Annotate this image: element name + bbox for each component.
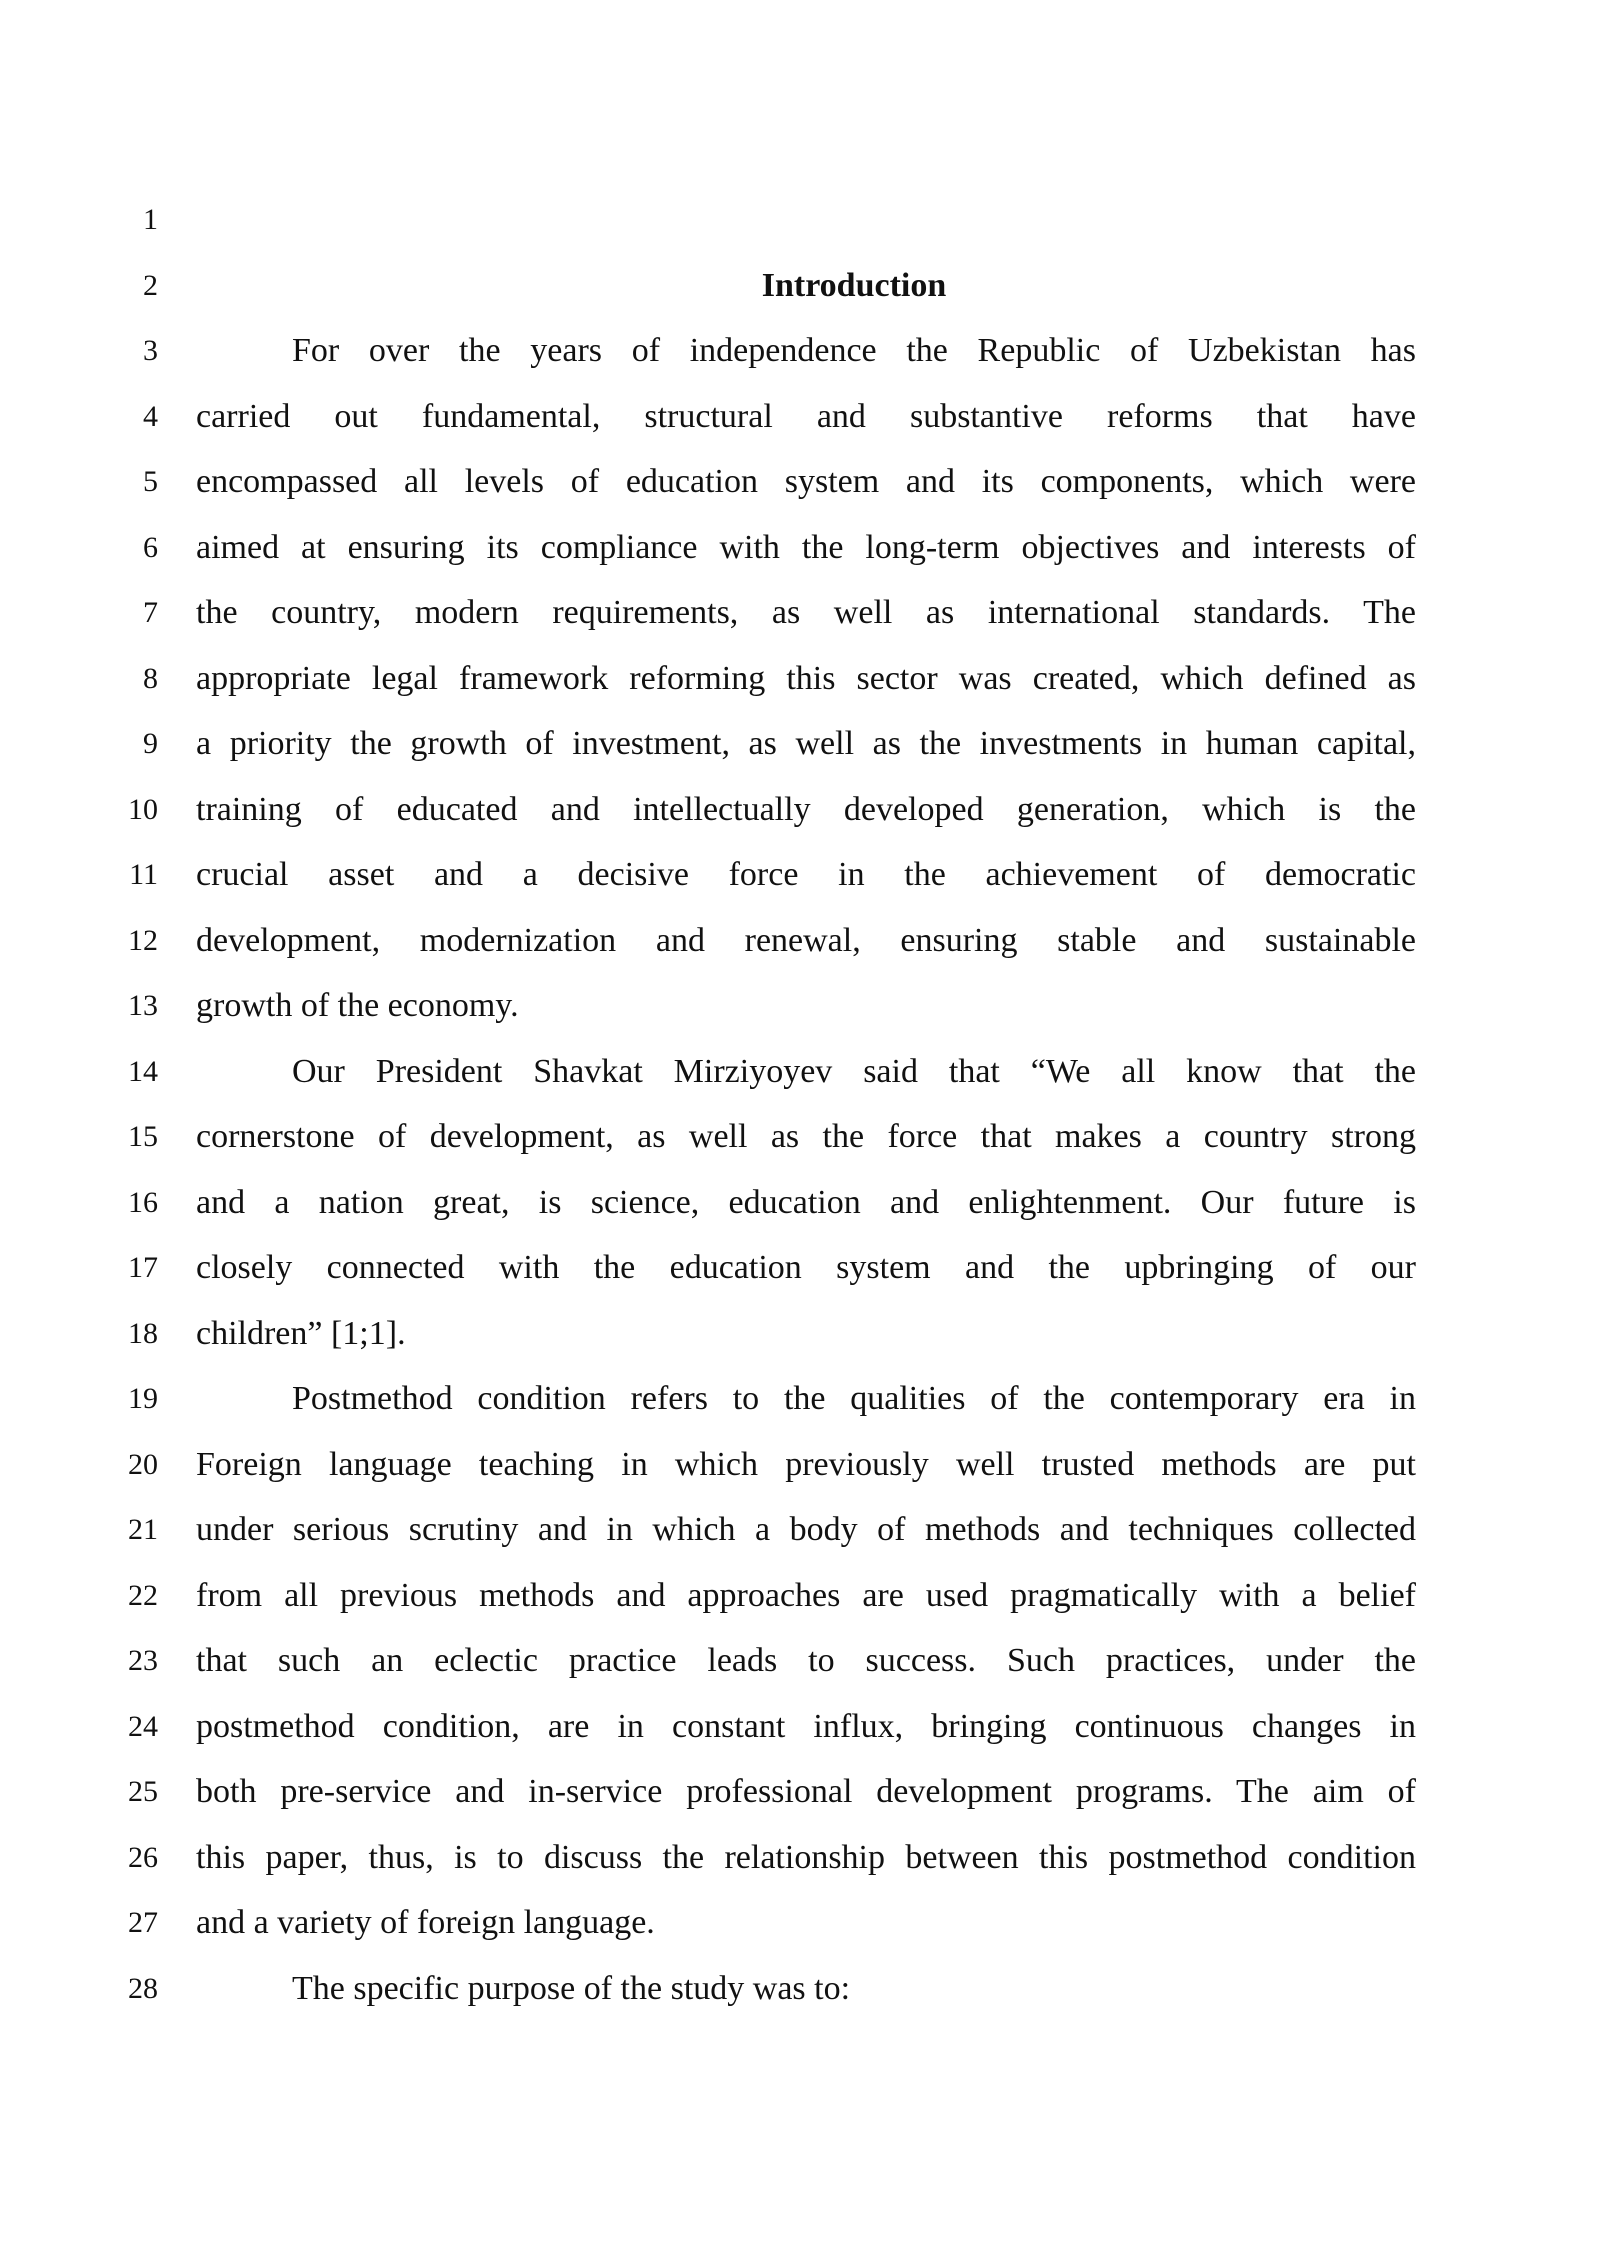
line-number: 7 — [143, 596, 158, 629]
line-number: 4 — [143, 399, 158, 433]
line-text: The specific purpose of the study was to: — [292, 1969, 851, 2007]
line-number: 6 — [143, 530, 158, 564]
section-heading: Introduction — [761, 266, 947, 304]
document-line — [0, 1433, 1600, 1497]
line-number: 28 — [128, 1971, 158, 2005]
document-line — [0, 450, 1600, 514]
line-number: 3 — [143, 334, 158, 367]
document-line — [0, 909, 1600, 973]
document-line — [0, 1629, 1600, 1693]
line-text: training of educated and intellectually developed generation, which is the — [196, 790, 1416, 828]
line-number: 12 — [128, 923, 158, 957]
line-text: and a nation great, is science, education and enlightenment. Our future is — [196, 1183, 1416, 1221]
line-text: postmethod condition, are in constant influx, bringing continuous changes in — [196, 1707, 1416, 1745]
line-number: 17 — [128, 1251, 158, 1284]
line-number: 26 — [128, 1840, 158, 1874]
document-line — [0, 1564, 1600, 1628]
line-number: 2 — [143, 268, 158, 302]
line-text: appropriate legal framework reforming this sector was created, which defined as — [196, 659, 1416, 697]
document-line — [0, 516, 1600, 580]
line-number: 21 — [128, 1513, 158, 1546]
document-line — [0, 1171, 1600, 1235]
document-line — [0, 974, 1600, 1038]
line-number: 8 — [143, 661, 158, 695]
document-line — [0, 1891, 1600, 1955]
document-line — [0, 1367, 1600, 1431]
line-text: the country, modern requirements, as well as international standards. The — [196, 594, 1416, 631]
line-number: 10 — [128, 792, 158, 826]
line-text: from all previous methods and approaches are used pragmatically with a belief — [196, 1576, 1416, 1614]
document-line — [0, 188, 1600, 252]
line-text: aimed at ensuring its compliance with the long-term objectives and interests of — [196, 528, 1416, 566]
document-line — [0, 1498, 1600, 1562]
line-text: cornerstone of development, as well as the force that makes a country strong — [196, 1118, 1416, 1155]
document-line — [0, 581, 1600, 645]
line-number: 1 — [143, 203, 158, 236]
line-text: children” [1;1]. — [196, 1314, 406, 1352]
document-line — [0, 1957, 1600, 2021]
line-text: For over the years of independence the Republic of Uzbekistan has — [292, 332, 1416, 369]
line-text: development, modernization and renewal, ensuring stable and sustainable — [196, 921, 1416, 959]
document-line — [0, 1236, 1600, 1300]
line-number: 23 — [128, 1644, 158, 1677]
line-text: crucial asset and a decisive force in the achievement of democratic — [196, 856, 1416, 893]
line-number: 20 — [128, 1447, 158, 1481]
document-line — [0, 712, 1600, 776]
document-line — [0, 254, 1600, 318]
line-number: 18 — [128, 1316, 158, 1350]
line-text: growth of the economy. — [196, 987, 519, 1024]
document-line — [0, 843, 1600, 907]
document-line — [0, 385, 1600, 449]
line-number: 5 — [143, 465, 158, 498]
line-number: 14 — [128, 1054, 158, 1088]
line-text: encompassed all levels of education system and its components, which were — [196, 463, 1416, 500]
line-text: both pre-service and in-service professional development programs. The aim of — [196, 1773, 1416, 1810]
line-text: under serious scrutiny and in which a body of methods and techniques collected — [196, 1511, 1416, 1548]
line-number: 13 — [128, 989, 158, 1022]
line-number: 22 — [128, 1578, 158, 1612]
line-number: 15 — [128, 1120, 158, 1153]
line-number: 27 — [128, 1906, 158, 1939]
line-text: and a variety of foreign language. — [196, 1904, 655, 1941]
line-number: 19 — [128, 1382, 158, 1415]
line-text: this paper, thus, is to discuss the relationship between this postmethod condition — [196, 1838, 1416, 1876]
line-number: 24 — [128, 1709, 158, 1743]
line-number: 25 — [128, 1775, 158, 1808]
line-text: that such an eclectic practice leads to success. Such practices, under the — [196, 1642, 1416, 1679]
document-line — [0, 1302, 1600, 1366]
document-line — [0, 319, 1600, 383]
line-number: 16 — [128, 1185, 158, 1219]
line-text: closely connected with the education system and the upbringing of our — [196, 1249, 1416, 1286]
line-text: carried out fundamental, structural and substantive reforms that have — [196, 397, 1416, 435]
document-line — [0, 1826, 1600, 1890]
document-line — [0, 647, 1600, 711]
document-line — [0, 1105, 1600, 1169]
document-line — [0, 1040, 1600, 1104]
line-text: a priority the growth of investment, as well as the investments in human capital, — [196, 725, 1416, 762]
line-number: 11 — [129, 858, 158, 891]
document-line — [0, 778, 1600, 842]
line-text: Foreign language teaching in which previously well trusted methods are put — [196, 1445, 1416, 1483]
line-number: 9 — [143, 727, 158, 760]
line-text: Our President Shavkat Mirziyoyev said that “We all know that the — [292, 1052, 1416, 1090]
document-line — [0, 1760, 1600, 1824]
line-text: Postmethod condition refers to the qualities of the contemporary era in — [292, 1380, 1416, 1417]
document-line — [0, 1695, 1600, 1759]
